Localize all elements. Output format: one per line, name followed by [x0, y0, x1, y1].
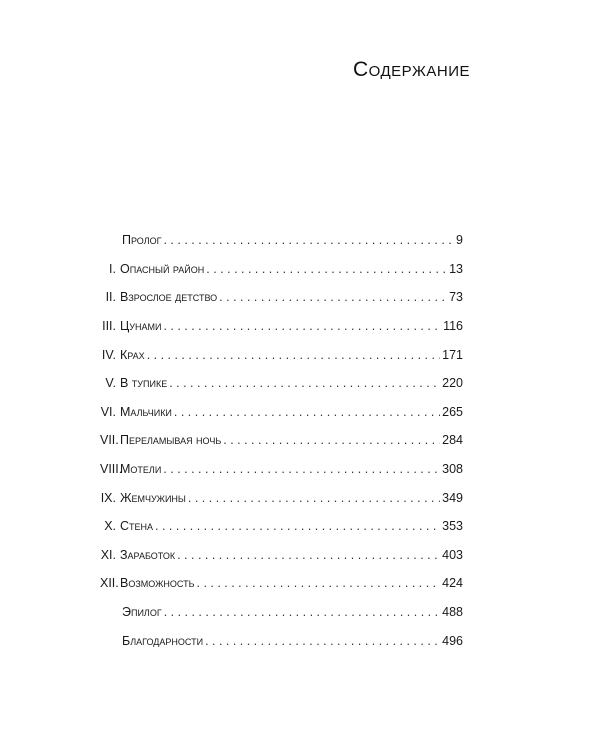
toc-leader-dots [147, 347, 440, 363]
toc-leader-dots [188, 490, 440, 506]
toc-entry [100, 512, 463, 541]
toc-entry-page: 349 [442, 490, 463, 505]
toc-entry-label: Переламывая ночь [120, 433, 222, 448]
toc-entry-label: Цунами [120, 319, 162, 334]
toc-entry-label: Стена [120, 519, 154, 534]
toc-entry-page: 424 [442, 576, 463, 591]
toc-entry-label: Опасный район [120, 261, 205, 276]
toc-entry [100, 255, 463, 284]
toc-leader-dots [169, 375, 440, 391]
toc-entry-number: XI. [100, 547, 116, 562]
toc-entry-page: 284 [442, 433, 463, 448]
toc-entry [100, 398, 463, 427]
toc-entry-label: Пролог [122, 233, 162, 248]
toc-entry [100, 283, 463, 312]
toc-entry-number: III. [102, 319, 116, 334]
toc-entry-page: 13 [449, 261, 463, 276]
toc-entry-label: Мотели [120, 462, 162, 477]
toc-leader-dots [177, 547, 440, 563]
toc-entry-page: 353 [442, 519, 463, 534]
toc-leader-dots [197, 575, 441, 591]
toc-entry-label: Крах [120, 347, 145, 362]
toc-entry-number: VI. [100, 404, 116, 419]
toc-entry [100, 598, 463, 627]
toc-entry-page: 9 [456, 233, 463, 248]
toc-entry [100, 312, 463, 341]
toc-entry-page: 220 [442, 376, 463, 391]
toc-leader-dots [174, 404, 440, 420]
toc-entry-page: 171 [442, 347, 463, 362]
toc-entry-page: 116 [443, 319, 463, 334]
toc-leader-dots [163, 461, 440, 477]
toc-entry-number: XII. [100, 576, 119, 591]
toc-entry-number: IX. [100, 490, 116, 505]
toc-entry-label: Возможность [120, 576, 195, 591]
toc-leader-dots [223, 432, 440, 448]
toc-entry-number: VII. [100, 433, 119, 448]
page-title: Содержание [353, 58, 470, 81]
toc-entry-number: IV. [101, 347, 116, 362]
toc-entry [100, 369, 463, 398]
toc-entry-page: 265 [442, 404, 463, 419]
toc-entry-label: Благодарности [122, 633, 204, 648]
toc-entry-label: Взрослое детство [120, 290, 218, 305]
toc-entry-label: Жемчужины [120, 490, 186, 505]
toc-entry-page: 73 [449, 290, 463, 305]
toc-entry [100, 483, 463, 512]
toc-entry-number: I. [109, 261, 116, 276]
toc-entry-label: Эпилог [122, 605, 162, 620]
toc-entry-number: X. [104, 519, 116, 534]
toc-entry-label: Мальчики [120, 404, 172, 419]
toc-entry [100, 541, 463, 570]
toc-entry [100, 569, 463, 598]
table-of-contents [100, 226, 463, 655]
toc-entry [100, 340, 463, 369]
toc-entry-label: В тупике [120, 376, 168, 391]
toc-leader-dots [155, 518, 440, 534]
toc-entry [100, 426, 463, 455]
toc-entry-page: 496 [442, 633, 463, 648]
toc-entry-number: II. [105, 290, 116, 305]
toc-leader-dots [219, 289, 447, 305]
toc-leader-dots [164, 604, 440, 620]
toc-entry-page: 308 [442, 462, 463, 477]
toc-leader-dots [205, 633, 440, 649]
toc-entry-label: Заработок [120, 547, 176, 562]
toc-entry-number: VIII. [100, 462, 123, 477]
toc-leader-dots [206, 261, 447, 277]
toc-entry-page: 488 [442, 605, 463, 620]
toc-entry [100, 626, 463, 655]
toc-entry [100, 226, 463, 255]
toc-leader-dots [163, 232, 454, 248]
toc-entry-page: 403 [442, 547, 463, 562]
toc-entry-number: V. [105, 376, 116, 391]
toc-entry [100, 455, 463, 484]
toc-leader-dots [163, 318, 441, 334]
